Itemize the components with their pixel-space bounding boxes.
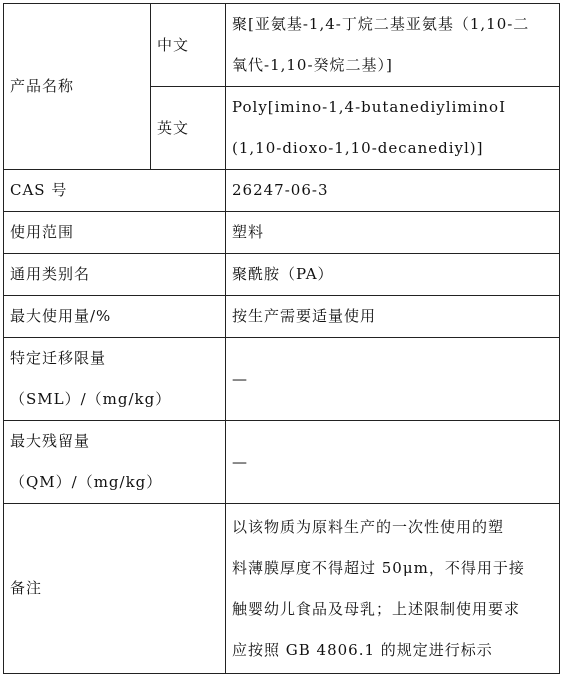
scope-value: 塑料 (226, 212, 560, 254)
remarks-label: 备注 (4, 504, 226, 674)
table-row (4, 338, 560, 421)
category-value: 聚酰胺（PA） (226, 254, 560, 296)
max-usage-label: 最大使用量/% (4, 296, 226, 338)
sml-label (4, 338, 226, 421)
sml-label-line-2: （SML）/（mg/kg） (10, 390, 172, 408)
sml-label-line-1: 特定迁移限量 (10, 349, 107, 367)
sml-value: — (226, 338, 560, 421)
qm-label-line-2: （QM）/（mg/kg） (10, 473, 163, 491)
table-row (4, 296, 560, 338)
english-name-value (226, 87, 560, 170)
table-row (4, 254, 560, 296)
chinese-name-line-2: 氧代-1,10-癸烷二基）] (232, 56, 393, 74)
qm-value: — (226, 421, 560, 504)
product-name-label: 产品名称 (4, 4, 151, 170)
chinese-name-label: 中文 (151, 4, 226, 87)
table-row (4, 421, 560, 504)
category-label: 通用类别名 (4, 254, 226, 296)
chinese-name-value (226, 4, 560, 87)
table-row (4, 170, 560, 212)
remarks-line-1: 以该物质为原料生产的一次性使用的塑 (232, 517, 505, 536)
table-row (4, 504, 560, 674)
cas-value: 26247-06-3 (226, 170, 560, 212)
specification-table (3, 3, 560, 674)
qm-label (4, 421, 226, 504)
remarks-line-3: 触婴幼儿食品及母乳；上述限制使用要求 (232, 599, 521, 618)
scope-label: 使用范围 (4, 212, 226, 254)
table-row (4, 212, 560, 254)
remarks-line-2: 料薄膜厚度不得超过 50μm，不得用于接 (232, 558, 525, 577)
max-usage-value: 按生产需要适量使用 (226, 296, 560, 338)
english-name-line-2: (1,10-dioxo-1,10-decanediyl)] (232, 139, 484, 157)
table-row (4, 4, 560, 87)
cas-label: CAS 号 (4, 170, 226, 212)
remarks-value (226, 504, 560, 674)
chinese-name-line-1: 聚[亚氨基-1,4-丁烷二基亚氨基（1,10-二 (232, 15, 530, 33)
english-name-line-1: Poly[imino-1,4-butanediyliminoI (232, 98, 507, 116)
english-name-label: 英文 (151, 87, 226, 170)
qm-label-line-1: 最大残留量 (10, 432, 91, 450)
remarks-line-4: 应按照 GB 4806.1 的规定进行标示 (232, 640, 493, 659)
